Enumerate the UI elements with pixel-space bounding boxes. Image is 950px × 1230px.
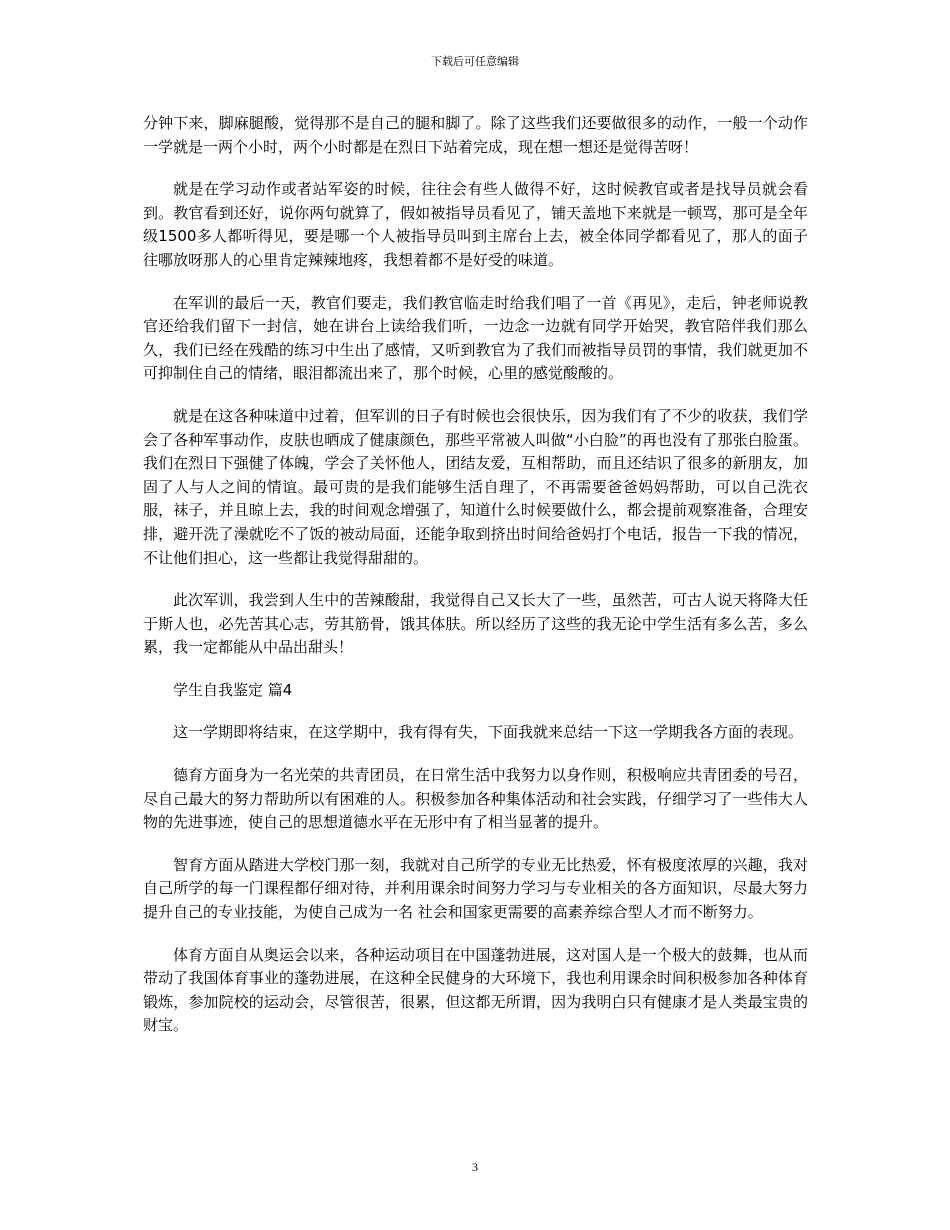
paragraph: 体育方面自从奥运会以来，各种运动项目在中国蓬勃进展，这对国人是一个极大的鼓舞，也从而带动了我国体育事业的蓬勃进展，在这种全民健身的大环境下，我也利用课余时间积极参加各种体育锻炼，参加院校的运动会，尽管很苦，很累，但这都无所谓，因为我明白只有健康才是人类最宝贵的财宝。 xyxy=(143,945,808,1035)
paragraph: 此次军训，我尝到人生中的苦辣酸甜，我觉得自己又长大了一些，虽然苦，可古人说天将降大任于斯人也，必先苦其心志，劳其筋骨，饿其体肤。所以经历了这些的我无论中学生活有多么苦，多么累，我一定都能从中品出甜头！ xyxy=(143,591,808,657)
page-number: 3 xyxy=(472,1160,478,1174)
paragraph: 就是在这各种味道中过着，但军训的日子有时候也会很快乐，因为我们有了不少的收获，我们学会了各种军事动作，皮肤也晒成了健康颜色，那些平常被人叫做“小白脸”的再也没有了那张白脸蛋。我们在烈日下强健了体魄，学会了关怀他人，团结友爱，互相帮助，而且还结识了很多的新朋友，加固了人与人之间的情谊。最可贵的是我们能够生活自理了，不再需要爸爸妈妈帮助，可以自己洗衣服，袜子，并且晾上去，我的时间观念增强了，知道什么时候要做什么，都会提前观察准备，合理安排，避开洗了澡就吃不了饭的被动局面，还能争取到挤出时间给爸妈打个电话，报告一下我的情况，不让他们担心，这一些都让我觉得甜甜的。 xyxy=(143,406,808,567)
paragraph: 就是在学习动作或者站军姿的时候，往往会有些人做得不好，这时候教官或者是找导员就会看到。教官看到还好，说你两句就算了，假如被指导员看见了，铺天盖地下来就是一顿骂，那可是全年级1500多人都听得见，要是哪一个人被指导员叫到主席台上去，被全体同学都看见了，那人的面子往哪放呀那人的心里肯定辣辣地疼，我想着都不是好受的味道。 xyxy=(143,180,808,269)
paragraph: 在军训的最后一天，教官们要走，我们教官临走时给我们唱了一首《再见》，走后，钟老师说教官还给我们留下一封信，她在讲台上读给我们听，一边念一边就有同学开始哭，教官陪伴我们那么久，我们已经在残酷的练习中生出了感情，又听到教官为了我们而被指导员罚的事情，我们就更加不可抑制住自己的情绪，眼泪都流出来了，那个时候，心里的感觉酸酸的。 xyxy=(143,293,808,383)
paragraph: 这一学期即将结束，在这学期中，我有得有失，下面我就来总结一下这一学期我各方面的表现。 xyxy=(173,723,804,742)
page-header: 下载后可任意编辑 xyxy=(431,55,519,68)
section-heading: 学生自我鉴定 篇4 xyxy=(173,680,293,699)
paragraph: 智育方面从踏进大学校门那一刻，我就对自己所学的专业无比热爱，怀有极度浓厚的兴趣，我对自己所学的每一门课程都仔细对待，并利用课余时间努力学习与专业相关的各方面知识，尽最大努力提升自己的专业技能，为使自己成为一名 社会和国家更需要的高素养综合型人才而不断努力。 xyxy=(143,855,808,922)
document-body xyxy=(143,112,808,1057)
paragraph-continued: 分钟下来，脚麻腿酸，觉得那不是自己的腿和脚了。除了这些我们还要做很多的动作，一般一个动作一学就是一两个小时，两个小时都是在烈日下站着完成，现在想一想还是觉得苦呀！ xyxy=(143,114,808,156)
paragraph: 德育方面身为一名光荣的共青团员，在日常生活中我努力以身作则，积极响应共青团委的号召，尽自己最大的努力帮助所以有困难的人。积极参加各种集体活动和社会实践，仔细学习了一些伟大人物的先进事迹，使自己的思想道德水平在无形中有了相当显著的提升。 xyxy=(143,766,808,832)
